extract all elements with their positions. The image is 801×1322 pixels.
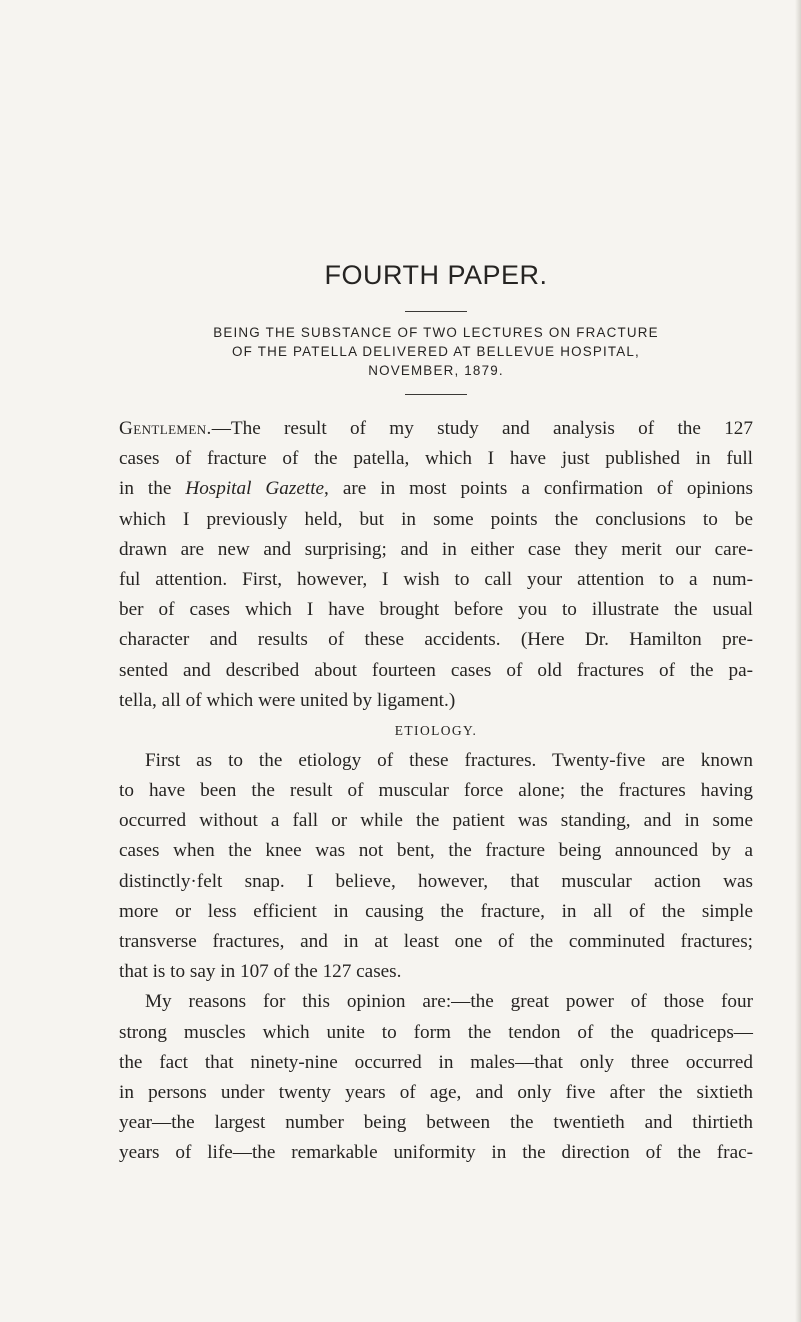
subtitle-line: OF THE PATELLA DELIVERED AT BELLEVUE HOSPITAL, [232, 344, 640, 359]
text-line: in the Hospital Gazette, are in most points a confirmation of opinions [119, 478, 753, 500]
text-line: ful attention. First, however, I wish to call your attention to a num- [119, 568, 753, 590]
subtitle-divider [405, 394, 467, 395]
text-line: in persons under twenty years of age, and only five after the sixtieth [119, 1081, 753, 1103]
page-edge-shadow [795, 0, 801, 1322]
text-line: the fact that ninety-nine occurred in males—that only three occurred [119, 1051, 753, 1073]
text-line: cases of fracture of the patella, which I have just published in full [119, 448, 753, 470]
journal-title: Hospital Gazette [185, 478, 325, 500]
text-line: which I previously held, but in some points the conclusions to be [119, 508, 753, 530]
chapter-subtitle [119, 323, 753, 380]
etiology-paragraph-1 [119, 746, 753, 988]
text-line: First as to the etiology of these fractures. Twenty-five are known [145, 749, 753, 771]
text-line: My reasons for this opinion are:—the great power of those four [145, 991, 753, 1013]
text-line: character and results of these accidents. (Here Dr. Hamilton pre- [119, 629, 753, 651]
text-line: drawn are new and surprising; and in either case they merit our care- [119, 538, 753, 560]
text-line: tella, all of which were united by ligament.) [119, 689, 456, 711]
text-line: sented and described about fourteen cases of old fractures of the pa- [119, 659, 753, 681]
text-line: ber of cases which I have brought before you to illustrate the usual [119, 599, 753, 621]
intro-paragraph [119, 414, 753, 716]
text-line: year—the largest number being between the twentieth and thirtieth [119, 1112, 753, 1134]
section-heading: ETIOLOGY. [394, 722, 478, 738]
page-content [119, 258, 753, 1169]
salutation: Gentlemen. [119, 418, 212, 439]
text-line: years of life—the remarkable uniformity in the direction of the frac- [119, 1142, 753, 1164]
subtitle-line: NOVEMBER, 1879. [368, 363, 504, 378]
text-line: to have been the result of muscular force alone; the fractures having [119, 780, 753, 802]
text-line: occurred without a fall or while the patient was standing, and in some [119, 810, 753, 832]
text-line: transverse fractures, and in at least one of the comminuted fractures; [119, 931, 753, 952]
subtitle-line: BEING THE SUBSTANCE OF TWO LECTURES ON FRACTURE [213, 325, 659, 340]
title-divider [405, 311, 467, 312]
text-line: more or less efficient in causing the fracture, in all of the simple [119, 900, 753, 922]
text-line: Gentlemen.—The result of my study and analysis of the 127 [119, 418, 753, 439]
text-line: strong muscles which unite to form the tendon of the quadriceps— [119, 1021, 753, 1043]
text-line: that is to say in 107 of the 127 cases. [119, 961, 402, 983]
text-line: distinctly·felt snap. I believe, however, that muscular action was [119, 870, 753, 892]
text-line: cases when the knee was not bent, the fracture being announced by a [119, 840, 753, 862]
etiology-paragraph-2 [119, 987, 753, 1168]
chapter-title: FOURTH PAPER. [324, 260, 548, 290]
